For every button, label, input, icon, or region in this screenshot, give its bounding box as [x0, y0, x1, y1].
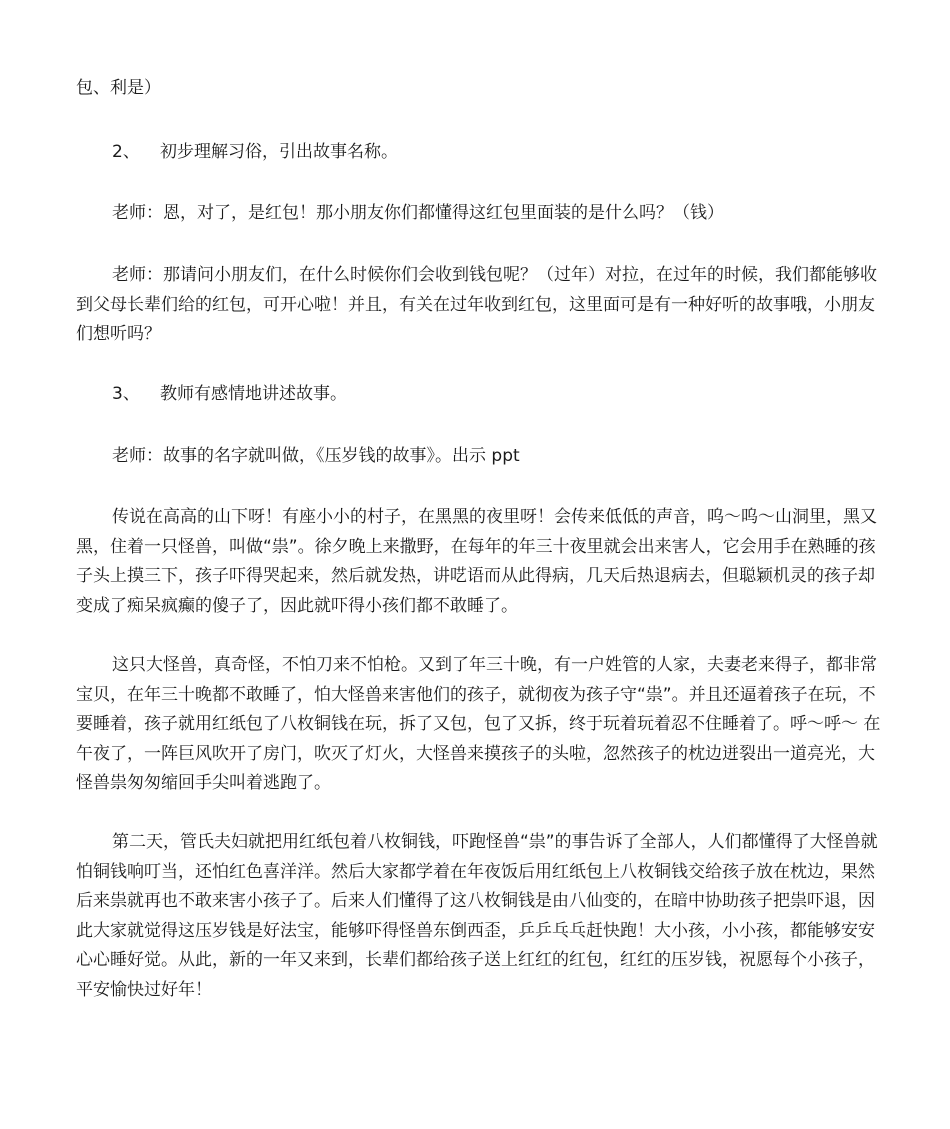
paragraph-story-3: 第二天，管氏夫妇就把用红纸包着八枚铜钱，吓跑怪兽“祟”的事告诉了全部人，人们都懂得了大怪兽就怕铜钱响叮当，还怕红色喜洋洋。然后大家都学着在年夜饭后用红纸包上八枚铜钱交给孩子放在枕边，果然后来祟就再也不敢来害小孩子了。后来人们懂得了这八枚铜钱是由八仙变的，在暗中协助孩子把祟吓退，因此大家就觉得这压岁钱是好法宝，能够吓得怪兽东倒西歪，乒乒乓乓赶快跑！大小孩，小小孩，都能够安安心心睡好觉。从此，新的一年又来到，长辈们都给孩子送上红红的红包，红红的压岁钱，祝愿每个小孩子，平安愉快过好年！ [76, 832, 878, 1000]
list-item-3 [112, 380, 347, 409]
paragraph-story-2: 这只大怪兽，真奇怪，不怕刀来不怕枪。又到了年三十晚，有一户姓管的人家，夫妻老来得子，都非常宝贝，在年三十晚都不敢睡了，怕大怪兽来害他们的孩子，就彻夜为孩子守“祟”。并且还逼着孩子在玩，不要睡着，孩子就用红纸包了八枚铜钱在玩，拆了又包，包了又拆，终于玩着玩着忍不住睡着了。呼～呼～ 在午夜了，一阵巨风吹开了房门，吹灭了灯火，大怪兽来摸孩子的头啦，忽然孩子的枕边迸裂出一道亮光，大怪兽祟匆匆缩回手尖叫着逃跑了。 [76, 655, 881, 793]
list-item-2 [112, 138, 398, 167]
paragraph-teacher-2: 老师：那请问小朋友们，在什么时候你们会收到钱包呢？（过年）对拉，在过年的时候，我们都能够收到父母长辈们给的红包，可开心啦！并且，有关在过年收到红包，这里面可是有一种好听的故事哦，小朋友们想听吗？ [76, 265, 877, 344]
paragraph-continued: 包、利是） [76, 78, 161, 98]
list-number: 2、 [112, 142, 140, 162]
list-text: 教师有感情地讲述故事。 [160, 384, 347, 404]
paragraph-teacher-1: 老师：恩，对了，是红包！那小朋友你们都懂得这红包里面装的是什么吗？（钱） [112, 203, 724, 223]
paragraph-story-1: 传说在高高的山下呀！有座小小的村子，在黑黑的夜里呀！会传来低低的声音，呜～呜～山洞里，黑又黑，住着一只怪兽，叫做“祟”。徐夕晚上来撒野，在每年的年三十夜里就会出来害人，它会用手在熟睡的孩子头上摸三下，孩子吓得哭起来，然后就发热，讲呓语而从此得病，几天后热退病去，但聪颖机灵的孩子却变成了痴呆疯癫的傻子了，因此就吓得小孩们都不敢睡了。 [76, 507, 877, 616]
list-text: 初步理解习俗，引出故事名称。 [160, 142, 398, 162]
list-number: 3、 [112, 384, 140, 404]
paragraph-teacher-3: 老师：故事的名字就叫做，《压岁钱的故事》。出示 ppt [112, 446, 520, 466]
